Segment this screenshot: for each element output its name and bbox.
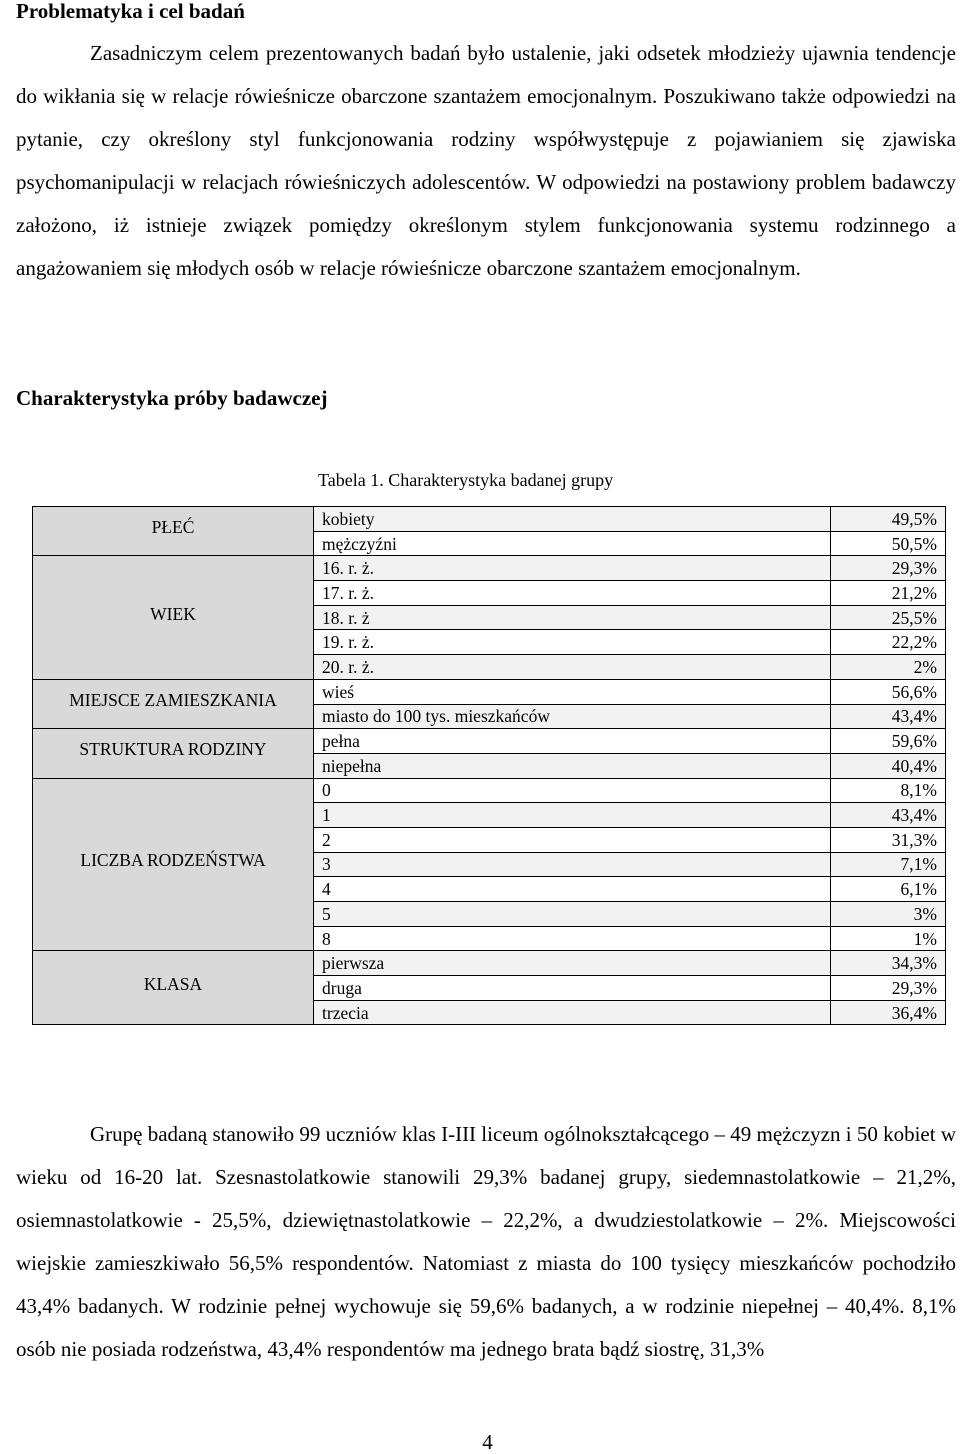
table-row (33, 507, 946, 532)
row-value-cell: 40,4% (831, 753, 946, 778)
row-value-cell: 43,4% (831, 704, 946, 729)
category-cell: LICZBA RODZEŃSTWA (33, 778, 314, 951)
row-label-cell: 4 (314, 877, 831, 902)
row-value-cell: 31,3% (831, 827, 946, 852)
row-value-cell: 7,1% (831, 852, 946, 877)
table-row (33, 729, 946, 754)
table-row (33, 679, 946, 704)
table-row (33, 778, 946, 803)
page-number: 4 (482, 1430, 493, 1454)
row-label-cell: pierwsza (314, 951, 831, 976)
row-label-cell: wieś (314, 679, 831, 704)
intro-paragraph: Zasadniczym celem prezentowanych badań było ustalenie, jaki odsetek młodzieży ujawnia tendencje do wikłania się w relacje rówieśnicze obarczone szantażem emocjonalnym. Poszukiwano także odpowiedzi na pytanie, czy określony styl funkcjonowania rodziny współwystępuje z pojawianiem się zjawiska psychomanipulacji w relacjach rówieśniczych adolescentów. W odpowiedzi na postawiony problem badawczy założono, iż istnieje związek pomiędzy określonym stylem funkcjonowania systemu rodzinnego a angażowaniem się młodych osób w relacje rówieśnicze obarczone szantażem emocjonalnym. (16, 41, 956, 280)
row-value-cell: 8,1% (831, 778, 946, 803)
category-cell: WIEK (33, 556, 314, 679)
row-label-cell: 2 (314, 827, 831, 852)
section-heading-problem: Problematyka i cel badań (16, 0, 245, 23)
row-value-cell: 34,3% (831, 951, 946, 976)
table-row (33, 556, 946, 581)
sample-description-paragraph: Grupę badaną stanowiło 99 uczniów klas I-III liceum ogólnokształcącego – 49 mężczyzn i 50 kobiet w wieku od 16-20 lat. Szesnastolatkowie stanowili 29,3% badanej grupy, siedemnastolatkowie – 21,2%, osiemnastolatkowie - 25,5%, dziewiętnastolatkowie – 22,2%, a dwudziestolatkowie – 2%. Miejscowości wiejskie zamieszkiwało 56,5% respondentów. Natomiast z miasta do 100 tysięcy mieszkańców pochodziło 43,4% badanych. W rodzinie pełnej wychowuje się 59,6% badanych, a w rodzinie niepełnej – 40,4%. 8,1% osób nie posiada rodzeństwa, 43,4% respondentów ma jednego brata bądź siostrę, 31,3% (16, 1122, 956, 1361)
table-caption: Tabela 1. Charakterystyka badanej grupy (318, 470, 614, 490)
row-value-cell: 6,1% (831, 877, 946, 902)
row-label-cell: druga (314, 976, 831, 1001)
category-cell: KLASA (33, 951, 314, 1025)
row-value-cell: 22,2% (831, 630, 946, 655)
row-label-cell: 5 (314, 902, 831, 927)
row-label-cell: 17. r. ż. (314, 581, 831, 606)
row-label-cell: niepełna (314, 753, 831, 778)
row-label-cell: 16. r. ż. (314, 556, 831, 581)
row-value-cell: 21,2% (831, 581, 946, 606)
row-label-cell: 8 (314, 926, 831, 951)
row-value-cell: 49,5% (831, 507, 946, 532)
row-value-cell: 1% (831, 926, 946, 951)
row-label-cell: 18. r. ż (314, 605, 831, 630)
row-value-cell: 25,5% (831, 605, 946, 630)
row-value-cell: 29,3% (831, 556, 946, 581)
row-label-cell: 20. r. ż. (314, 655, 831, 680)
row-label-cell: pełna (314, 729, 831, 754)
category-cell: PŁEĆ (33, 507, 314, 556)
row-value-cell: 50,5% (831, 531, 946, 556)
row-value-cell: 29,3% (831, 976, 946, 1001)
row-value-cell: 3% (831, 902, 946, 927)
section-heading-sample: Charakterystyka próby badawczej (16, 386, 328, 410)
row-label-cell: mężczyźni (314, 531, 831, 556)
row-value-cell: 56,6% (831, 679, 946, 704)
row-value-cell: 43,4% (831, 803, 946, 828)
row-value-cell: 2% (831, 655, 946, 680)
row-value-cell: 59,6% (831, 729, 946, 754)
category-cell: MIEJSCE ZAMIESZKANIA (33, 679, 314, 728)
row-label-cell: 19. r. ż. (314, 630, 831, 655)
row-label-cell: trzecia (314, 1000, 831, 1025)
table-row (33, 951, 946, 976)
row-label-cell: 0 (314, 778, 831, 803)
row-value-cell: 36,4% (831, 1000, 946, 1025)
row-label-cell: 3 (314, 852, 831, 877)
category-cell: STRUKTURA RODZINY (33, 729, 314, 778)
sample-characteristics-table (32, 506, 946, 1025)
row-label-cell: kobiety (314, 507, 831, 532)
row-label-cell: miasto do 100 tys. mieszkańców (314, 704, 831, 729)
row-label-cell: 1 (314, 803, 831, 828)
